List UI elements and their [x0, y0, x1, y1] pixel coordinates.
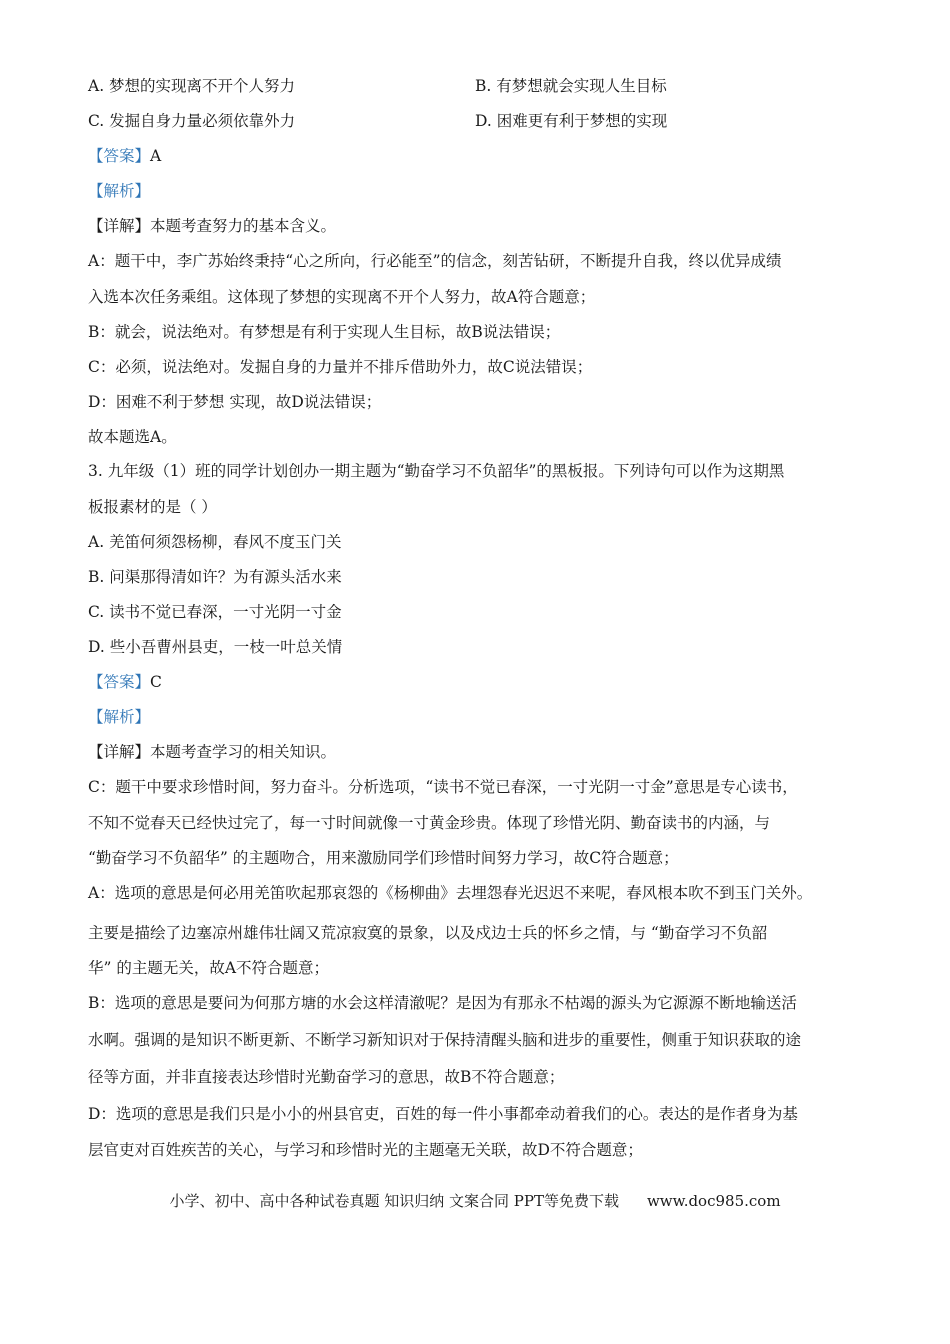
q3-explanation-line: 不知不觉春天已经快过完了，每一寸时间就像一寸黄金珍贵。体现了珍惜光阴、勤奋读书的内涵，与: [88, 814, 771, 832]
analysis-label: 【解析】: [88, 708, 151, 726]
q3-analysis: [88, 706, 863, 728]
answer-value: A: [150, 147, 162, 165]
footer-text: 小学、初中、高中各种试卷真题 知识归纳 文案合同 PPT等免费下载: [169, 1192, 619, 1210]
page-footer: [0, 1190, 950, 1212]
q2-detail: [88, 215, 863, 237]
q2-explanation-line: C：必须，说法绝对。发掘自身的力量并不排斥借助外力，故C说法错误；: [88, 358, 593, 376]
q3-option-c: C. 读书不觉已春深，一寸光阴一寸金: [88, 603, 342, 621]
answer-label: 【答案】: [88, 673, 151, 691]
q2-analysis: [88, 180, 863, 202]
q2-explanation-line: B：就会，说法绝对。有梦想是有利于实现人生目标，故B说法错误；: [88, 323, 561, 341]
q3-option-d: D. 些小吾曹州县吏，一枝一叶总关情: [88, 638, 343, 656]
q3-explanation-line: A：选项的意思是何必用羌笛吹起那哀怨的《杨柳曲》去埋怨春光迟迟不来呢，春风根本吹不到玉门关外。: [88, 884, 813, 902]
q3-explanation-line: D：选项的意思是我们只是小小的州县官吏，百姓的每一件小事都牵动着我们的心。表达的是作者身为基: [88, 1105, 798, 1123]
q3-option-a: A. 羌笛何须怨杨柳，春风不度玉门关: [88, 533, 342, 551]
q3-explanation-line: C：题干中要求珍惜时间，努力奋斗。分析选项，“读书不觉已春深，一寸光阴一寸金”意思是专心读书，: [88, 778, 798, 796]
detail-text: 本题考查努力的基本含义。: [150, 217, 337, 235]
q3-stem-line: 板报素材的是（ ）: [88, 498, 217, 516]
q2-explanation-line: A：题干中，李广苏始终秉持“心之所向，行必能至”的信念，刻苦钻研，不断提升自我，终以优异成绩: [88, 252, 782, 270]
q3-explanation-line: B：选项的意思是要问为何那方塘的水会这样清澈呢？是因为有那永不枯竭的源头为它源源不断地输送活: [88, 994, 797, 1012]
footer-url[interactable]: www.doc985.com: [646, 1192, 781, 1210]
q3-explanation-line: 水啊。强调的是知识不断更新、不断学习新知识对于保持清醒头脑和进步的重要性，侧重于知识获取的途: [88, 1031, 802, 1049]
q2-explanation-line: D：困难不利于梦想 实现，故D说法错误；: [88, 393, 382, 411]
q2-conclusion: 故本题选A。: [88, 428, 177, 446]
q3-explanation-line: 径等方面，并非直接表达珍惜时光勤奋学习的意思，故B不符合题意；: [88, 1068, 565, 1086]
q3-explanation-line: 层官吏对百姓疾苦的关心，与学习和珍惜时光的主题毫无关联，故D不符合题意；: [88, 1141, 643, 1159]
answer-label: 【答案】: [88, 147, 151, 165]
q2-option-b: B. 有梦想就会实现人生目标: [475, 77, 667, 95]
q2-option-d: D. 困难更有利于梦想的实现: [475, 112, 668, 130]
q2-option-c: C. 发掘自身力量必须依靠外力: [88, 112, 296, 130]
detail-label: 【详解】: [88, 217, 151, 235]
q2-option-a: A. 梦想的实现离不开个人努力: [88, 77, 296, 95]
q3-stem-line: 3. 九年级（1）班的同学计划创办一期主题为“勤奋学习不负韶华”的黑板报。下列诗句可以作为这期黑: [88, 462, 785, 480]
analysis-label: 【解析】: [88, 182, 151, 200]
q3-explanation-line: 华” 的主题无关，故A不符合题意；: [88, 959, 330, 977]
q3-answer: [88, 671, 863, 693]
q2-answer: [88, 145, 863, 167]
detail-label: 【详解】: [88, 743, 151, 761]
q3-explanation-line: “勤奋学习不负韶华” 的主题吻合，用来激励同学们珍惜时间努力学习，故C符合题意；: [88, 849, 679, 867]
q3-explanation-line: 主要是描绘了边塞凉州雄伟壮阔又荒凉寂寞的景象，以及戍边士兵的怀乡之情，与 “勤奋学习不负韶: [88, 924, 768, 942]
answer-value: C: [150, 673, 162, 691]
q2-explanation-line: 入选本次任务乘组。这体现了梦想的实现离不开个人努力，故A符合题意；: [88, 288, 596, 306]
detail-text: 本题考查学习的相关知识。: [150, 743, 337, 761]
q3-detail: [88, 741, 863, 763]
q3-option-b: B. 问渠那得清如许？为有源头活水来: [88, 568, 342, 586]
